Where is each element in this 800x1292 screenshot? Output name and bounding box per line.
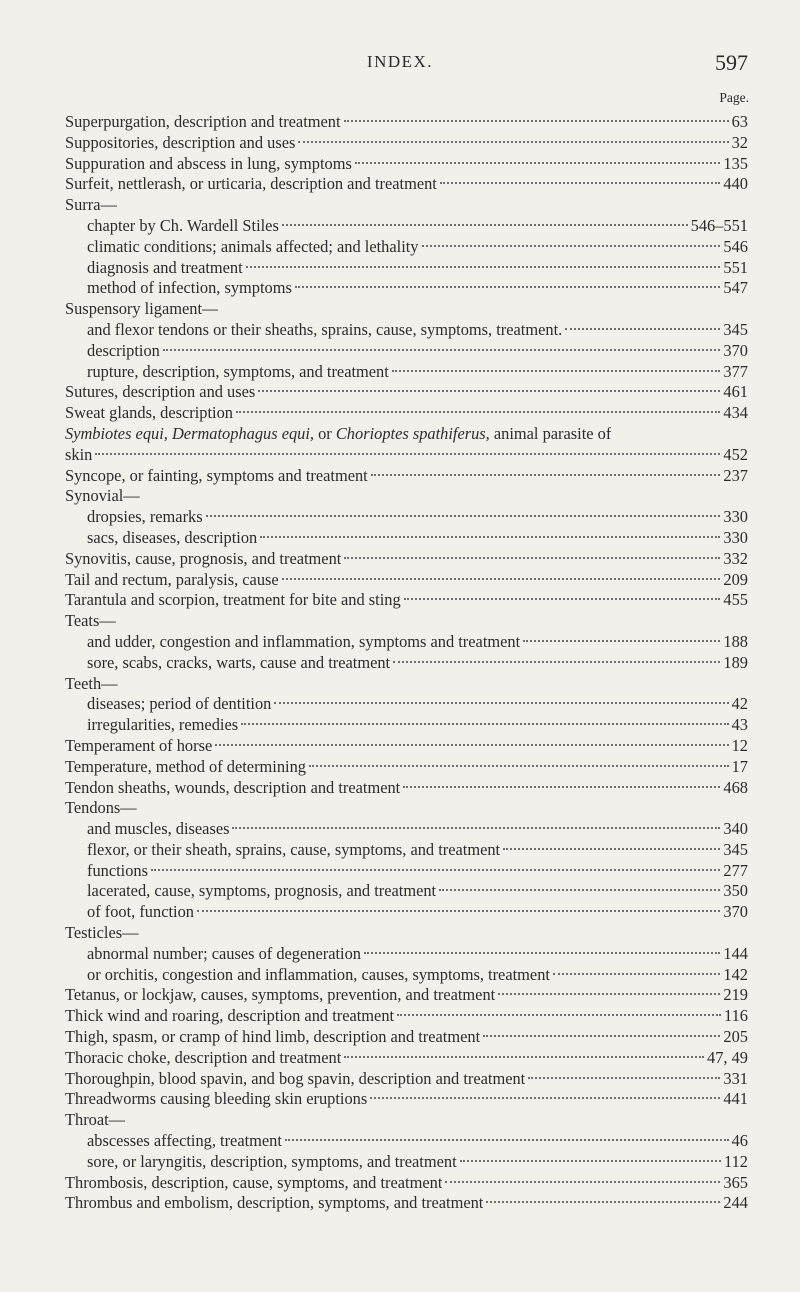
entry-text: rupture, description, symptoms, and treatment bbox=[87, 361, 389, 381]
entry-text: dropsies, remarks bbox=[87, 507, 203, 527]
index-entry bbox=[65, 965, 748, 986]
entry-text: Temperature, method of determining bbox=[65, 756, 306, 776]
index-entry bbox=[65, 112, 748, 133]
entry-text: sore, scabs, cracks, warts, cause and treatment bbox=[87, 652, 391, 672]
dot-leader bbox=[439, 889, 720, 891]
dot-leader bbox=[364, 952, 720, 954]
index-entry bbox=[65, 1027, 748, 1048]
entry-text: diseases; period of dentition bbox=[87, 694, 272, 714]
entry-text: and flexor tendons or their sheaths, sprains, cause, symptoms, treatment. bbox=[87, 319, 563, 339]
entry-text: Teeth— bbox=[65, 673, 118, 693]
entry-text: irregularities, remedies bbox=[87, 715, 239, 735]
entry-page: 330 bbox=[723, 507, 748, 527]
dot-leader bbox=[258, 390, 720, 392]
index-entry bbox=[65, 320, 748, 341]
index-entry bbox=[65, 1048, 748, 1069]
entry-page: 219 bbox=[723, 985, 748, 1005]
entry-text bbox=[65, 424, 611, 445]
entry-text: Superpurgation, description and treatment bbox=[65, 112, 341, 131]
entry-page: 332 bbox=[723, 548, 748, 568]
entry-text: Thigh, spasm, or cramp of hind limb, description and treatment bbox=[65, 1027, 481, 1047]
index-entry bbox=[65, 299, 748, 320]
entry-page: 551 bbox=[723, 257, 748, 277]
dot-leader bbox=[503, 848, 720, 850]
dot-leader bbox=[309, 765, 729, 767]
dot-leader bbox=[370, 1097, 720, 1099]
index-entry bbox=[65, 819, 748, 840]
dot-leader bbox=[371, 474, 721, 476]
entry-text: and udder, congestion and inflammation, symptoms and treatment bbox=[87, 631, 521, 651]
index-entry bbox=[65, 653, 748, 674]
dot-leader bbox=[422, 245, 721, 247]
entry-page: 116 bbox=[724, 1006, 748, 1026]
index-entry bbox=[65, 778, 748, 799]
index-entry bbox=[65, 798, 748, 819]
entry-text: lacerated, cause, symptoms, prognosis, and treatment bbox=[87, 881, 437, 901]
entry-text: Syncope, or fainting, symptoms and treatment bbox=[65, 465, 368, 485]
index-entries bbox=[65, 112, 748, 1214]
dot-leader bbox=[498, 993, 720, 995]
entry-text: Surfeit, nettlerash, or urticaria, description and treatment bbox=[65, 174, 437, 194]
dot-leader bbox=[163, 349, 721, 351]
entry-text: Tendons— bbox=[65, 798, 137, 818]
dot-leader bbox=[445, 1181, 720, 1183]
entry-text: Sutures, description and uses bbox=[65, 382, 256, 402]
entry-page: 42 bbox=[731, 694, 748, 714]
index-entry bbox=[65, 861, 748, 882]
entry-page: 112 bbox=[724, 1151, 748, 1171]
dot-leader bbox=[344, 1056, 704, 1058]
index-entry bbox=[65, 341, 748, 362]
index-entry bbox=[65, 424, 748, 445]
dot-leader bbox=[528, 1077, 720, 1079]
entry-page: 350 bbox=[723, 881, 748, 901]
index-entry bbox=[65, 923, 748, 944]
dot-leader bbox=[483, 1035, 720, 1037]
entry-text: abscesses affecting, treatment bbox=[87, 1131, 282, 1151]
entry-text: chapter by Ch. Wardell Stiles bbox=[87, 215, 279, 235]
entry-text: sore, or laryngitis, description, symptoms, and treatment bbox=[87, 1151, 457, 1171]
index-entry bbox=[65, 258, 748, 279]
dot-leader bbox=[565, 328, 720, 330]
entry-page: 370 bbox=[723, 902, 748, 922]
dot-leader bbox=[393, 661, 720, 663]
index-entry bbox=[65, 1173, 748, 1194]
entry-page: 365 bbox=[723, 1172, 748, 1192]
dot-leader bbox=[440, 182, 721, 184]
entry-text: Surra— bbox=[65, 195, 117, 215]
index-entry bbox=[65, 1131, 748, 1152]
index-entry bbox=[65, 694, 748, 715]
entry-text: Tetanus, or lockjaw, causes, symptoms, prevention, and treatment bbox=[65, 985, 496, 1005]
entry-page: 17 bbox=[731, 756, 748, 776]
entry-text: Tarantula and scorpion, treatment for bite and sting bbox=[65, 590, 401, 610]
dot-leader bbox=[298, 141, 728, 143]
dot-leader bbox=[282, 578, 721, 580]
dot-leader bbox=[241, 723, 729, 725]
index-entry bbox=[65, 902, 748, 923]
entry-text: Suspensory ligament— bbox=[65, 299, 219, 319]
entry-text: Synovial— bbox=[65, 486, 140, 506]
page-title: INDEX. bbox=[366, 52, 434, 71]
page-header bbox=[0, 50, 800, 86]
index-entry bbox=[65, 1110, 748, 1131]
entry-text: Tail and rectum, paralysis, cause bbox=[65, 569, 279, 589]
entry-page: 205 bbox=[723, 1027, 748, 1047]
entry-page: 377 bbox=[723, 361, 748, 381]
dot-leader bbox=[295, 286, 721, 288]
entry-page: 189 bbox=[723, 652, 748, 672]
dot-leader bbox=[282, 224, 688, 226]
entry-text: method of infection, symptoms bbox=[87, 278, 292, 298]
entry-italic-part: Chorioptes spathiferus, bbox=[335, 423, 490, 443]
entry-page: 440 bbox=[723, 174, 748, 194]
entry-text: and muscles, diseases bbox=[87, 819, 230, 839]
entry-page: 452 bbox=[723, 444, 748, 464]
index-entry bbox=[65, 382, 748, 403]
dot-leader bbox=[215, 744, 728, 746]
entry-text: Thoracic choke, description and treatment bbox=[65, 1047, 342, 1067]
index-entry bbox=[65, 507, 748, 528]
dot-leader bbox=[344, 557, 720, 559]
entry-text: Threadworms causing bleeding skin eruptions bbox=[65, 1089, 368, 1109]
dot-leader bbox=[260, 536, 720, 538]
dot-leader bbox=[236, 411, 720, 413]
entry-text: Tendon sheaths, wounds, description and treatment bbox=[65, 777, 401, 797]
entry-page: 277 bbox=[723, 860, 748, 880]
entry-text: of foot, function bbox=[87, 902, 194, 922]
entry-page: 330 bbox=[723, 527, 748, 547]
dot-leader bbox=[355, 162, 721, 164]
dot-leader bbox=[246, 266, 721, 268]
index-entry bbox=[65, 944, 748, 965]
entry-page: 370 bbox=[723, 340, 748, 360]
entry-text: functions bbox=[87, 860, 149, 880]
entry-page: 32 bbox=[731, 132, 748, 152]
entry-page: 47, 49 bbox=[707, 1047, 748, 1067]
index-entry bbox=[65, 881, 748, 902]
entry-page: 546–551 bbox=[690, 215, 748, 235]
index-entry bbox=[65, 715, 748, 736]
index-entry bbox=[65, 570, 748, 591]
entry-page: 461 bbox=[723, 382, 748, 402]
index-entry bbox=[65, 674, 748, 695]
entry-text: Suppositories, description and uses bbox=[65, 132, 296, 152]
entry-text: Teats— bbox=[65, 611, 116, 631]
entry-page: 144 bbox=[723, 943, 748, 963]
index-entry bbox=[65, 1193, 748, 1214]
index-entry bbox=[65, 466, 748, 487]
dot-leader bbox=[344, 120, 729, 122]
dot-leader bbox=[460, 1160, 721, 1162]
dot-leader bbox=[197, 910, 720, 912]
index-entry bbox=[65, 736, 748, 757]
index-entry bbox=[65, 632, 748, 653]
entry-page: 209 bbox=[723, 569, 748, 589]
entry-text: Temperament of horse bbox=[65, 735, 213, 755]
dot-leader bbox=[397, 1014, 721, 1016]
entry-page: 135 bbox=[723, 153, 748, 173]
dot-leader bbox=[523, 640, 720, 642]
index-entry bbox=[65, 1006, 748, 1027]
page-column-label: Page. bbox=[719, 90, 749, 105]
dot-leader bbox=[404, 598, 721, 600]
dot-leader bbox=[403, 786, 720, 788]
entry-text: climatic conditions; animals affected; and lethality bbox=[87, 236, 419, 256]
dot-leader bbox=[486, 1201, 720, 1203]
entry-text: or orchitis, congestion and inflammation, causes, symptoms, treatment bbox=[87, 964, 550, 984]
entry-text: Testicles— bbox=[65, 923, 139, 943]
index-entry bbox=[65, 362, 748, 383]
entry-page: 244 bbox=[723, 1193, 748, 1213]
index-entry bbox=[65, 278, 748, 299]
entry-page: 46 bbox=[731, 1131, 748, 1151]
dot-leader bbox=[553, 973, 720, 975]
index-entry bbox=[65, 590, 748, 611]
entry-page: 547 bbox=[723, 278, 748, 298]
entry-text: Throat— bbox=[65, 1110, 126, 1130]
entry-text: Suppuration and abscess in lung, symptoms bbox=[65, 153, 352, 173]
entry-page: 345 bbox=[723, 319, 748, 339]
entry-text: Synovitis, cause, prognosis, and treatment bbox=[65, 548, 342, 568]
entry-page: 142 bbox=[723, 964, 748, 984]
entry-text: sacs, diseases, description bbox=[87, 527, 258, 547]
index-entry bbox=[65, 216, 748, 237]
index-entry bbox=[65, 528, 748, 549]
entry-page: 12 bbox=[731, 735, 748, 755]
entry-text: abnormal number; causes of degeneration bbox=[87, 943, 361, 963]
index-entry bbox=[65, 611, 748, 632]
entry-text: description bbox=[87, 340, 160, 360]
entry-text: skin bbox=[65, 444, 93, 464]
entry-page: 237 bbox=[723, 465, 748, 485]
dot-leader bbox=[206, 515, 721, 517]
dot-leader bbox=[151, 869, 720, 871]
entry-text: Thoroughpin, blood spavin, and bog spavin, description and treatment bbox=[65, 1068, 526, 1088]
entry-page: 188 bbox=[723, 631, 748, 651]
entry-text: flexor, or their sheath, sprains, cause, symptoms, and treatment bbox=[87, 839, 501, 859]
entry-page: 331 bbox=[723, 1068, 748, 1088]
entry-page: 434 bbox=[723, 403, 748, 423]
dot-leader bbox=[285, 1139, 729, 1141]
index-entry bbox=[65, 840, 748, 861]
dot-leader bbox=[274, 702, 728, 704]
index-entry bbox=[65, 237, 748, 258]
dot-leader bbox=[232, 827, 720, 829]
index-entry bbox=[65, 985, 748, 1006]
dot-leader bbox=[95, 453, 720, 455]
index-entry bbox=[65, 1089, 748, 1110]
index-entry bbox=[65, 549, 748, 570]
index-entry bbox=[65, 154, 748, 175]
entry-italic-part: Symbiotes equi, Dermatophagus equi, bbox=[65, 423, 315, 443]
entry-page: 441 bbox=[723, 1089, 748, 1109]
index-entry bbox=[65, 445, 748, 466]
index-entry bbox=[65, 195, 748, 216]
entry-text-part: or bbox=[314, 423, 336, 443]
entry-page: 468 bbox=[723, 777, 748, 797]
index-entry bbox=[65, 174, 748, 195]
index-entry bbox=[65, 1069, 748, 1090]
entry-text-part: animal parasite of bbox=[489, 423, 612, 443]
entry-text: Thrombosis, description, cause, symptoms, and treatment bbox=[65, 1172, 443, 1192]
page-number: 597 bbox=[715, 50, 748, 75]
entry-page: 455 bbox=[723, 590, 748, 610]
dot-leader bbox=[392, 370, 721, 372]
index-entry bbox=[65, 486, 748, 507]
entry-page: 340 bbox=[723, 819, 748, 839]
entry-text: diagnosis and treatment bbox=[87, 257, 243, 277]
index-entry bbox=[65, 403, 748, 424]
index-entry bbox=[65, 757, 748, 778]
entry-page: 63 bbox=[731, 112, 748, 131]
entry-text: Thick wind and roaring, description and treatment bbox=[65, 1006, 395, 1026]
entry-page: 43 bbox=[731, 715, 748, 735]
index-entry bbox=[65, 1152, 748, 1173]
index-entry bbox=[65, 133, 748, 154]
entry-text: Thrombus and embolism, description, symptoms, and treatment bbox=[65, 1193, 484, 1213]
entry-text: Sweat glands, description bbox=[65, 403, 233, 423]
entry-page: 546 bbox=[723, 236, 748, 256]
entry-page: 345 bbox=[723, 839, 748, 859]
